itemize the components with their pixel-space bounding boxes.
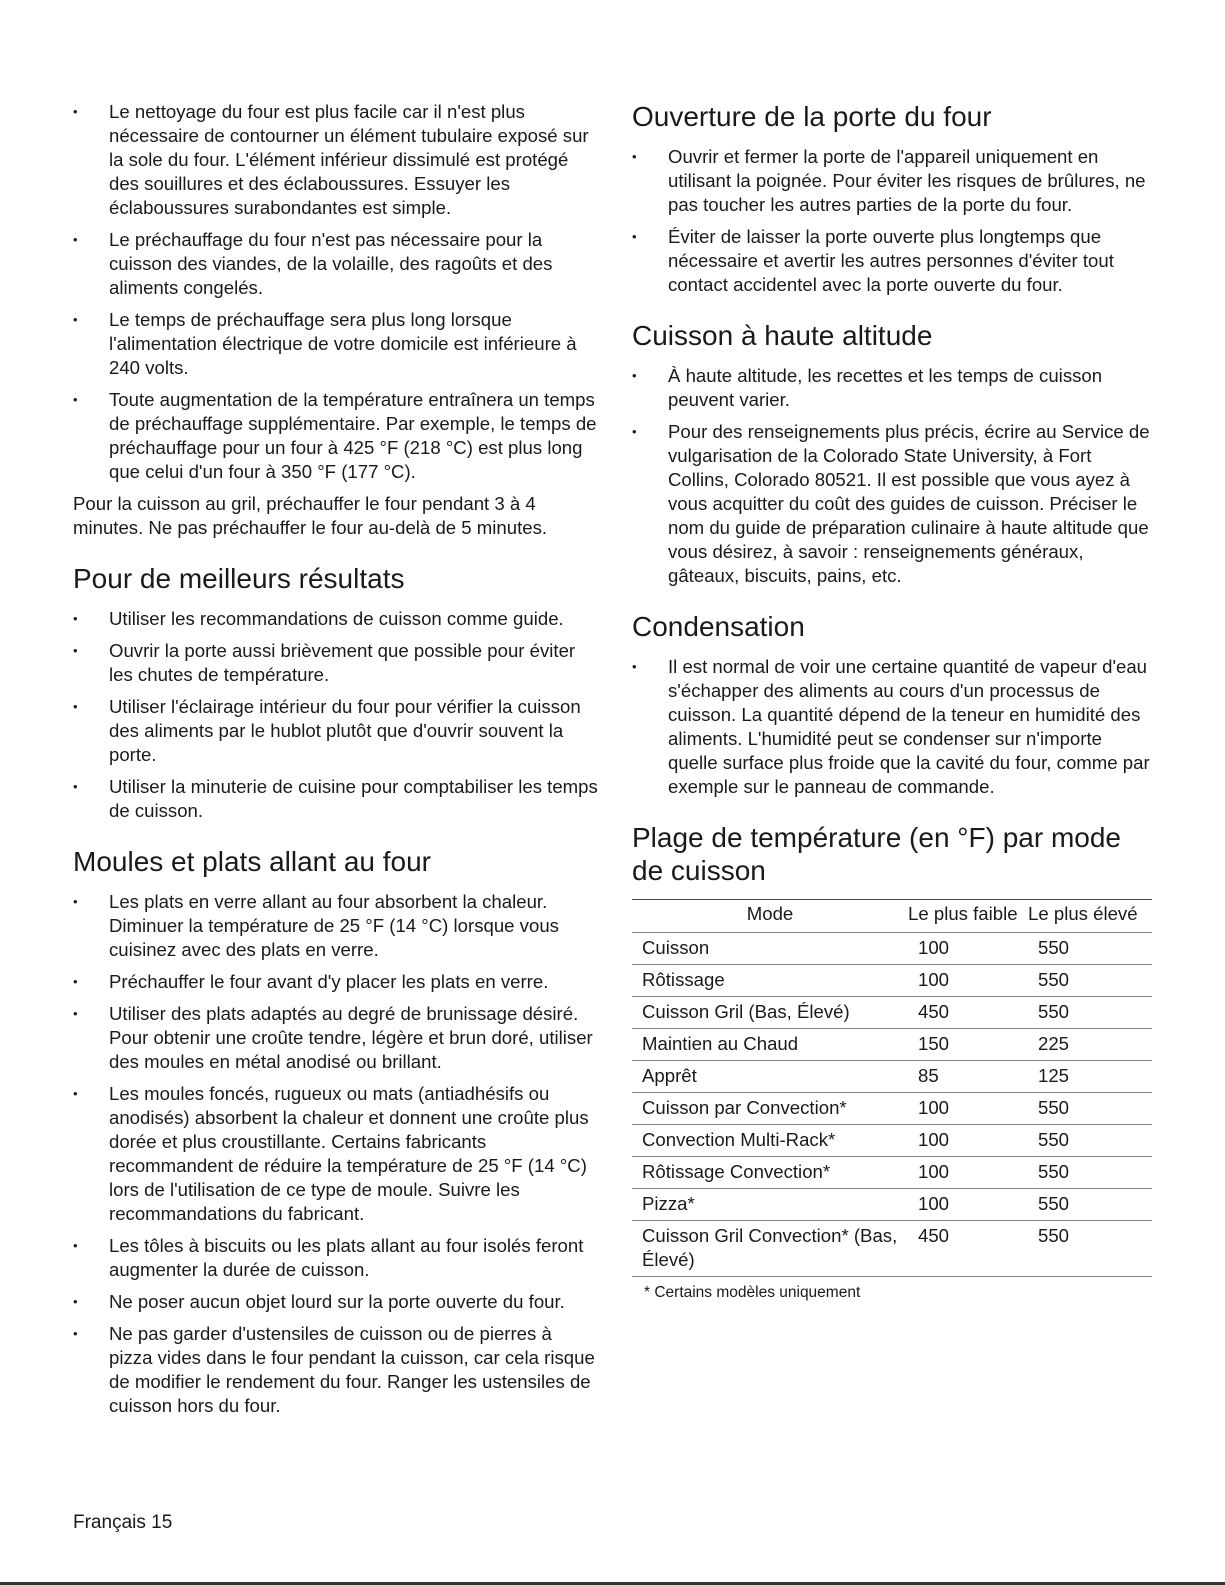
table-row: [632, 1093, 1152, 1125]
low-temp-cell: 100: [908, 965, 1028, 997]
low-temp-cell: 85: [908, 1061, 1028, 1093]
high-temp-cell: 125: [1028, 1061, 1152, 1093]
mode-cell: Maintien au Chaud: [632, 1029, 908, 1061]
high-temp-cell: 550: [1028, 1189, 1152, 1221]
table-row: [632, 1157, 1152, 1189]
table-footnote: * Certains modèles uniquement: [644, 1284, 861, 1301]
list-item: • Le préchauffage du four n'est pas nécessaire pour la cuisson des viandes, de la volaille, des ragoûts et des aliments congelés.: [73, 228, 598, 300]
section-title-condensation: Condensation: [632, 611, 805, 642]
list-item: • À haute altitude, les recettes et les temps de cuisson peuvent varier.: [632, 364, 1152, 412]
section-title-pans: Moules et plats allant au four: [73, 846, 431, 877]
header-highest: Le plus élevé: [1028, 900, 1152, 933]
table-row: [632, 1029, 1152, 1061]
list-item: • Toute augmentation de la température entraînera un temps de préchauffage supplémentaire. Par exemple, le temps de préchauffage pour un four à 425 °F (218 °C) est plus long que celui d'un four à 350 °F (177 °C).: [73, 388, 598, 484]
high-temp-cell: 550: [1028, 1221, 1152, 1277]
list-item: • Ouvrir et fermer la porte de l'appareil uniquement en utilisant la poignée. Pour éviter les risques de brûlures, ne pas toucher les autres parties de la porte du four.: [632, 145, 1152, 217]
section-title-door: Ouverture de la porte du four: [632, 101, 992, 132]
page-footer: Français 15: [73, 1512, 173, 1533]
high-temp-cell: 225: [1028, 1029, 1152, 1061]
list-item: • Le temps de préchauffage sera plus long lorsque l'alimentation électrique de votre domicile est inférieure à 240 volts.: [73, 308, 598, 380]
header-mode: Mode: [632, 900, 908, 933]
high-temp-cell: 550: [1028, 933, 1152, 965]
list-item: • Préchauffer le four avant d'y placer les plats en verre.: [73, 970, 598, 994]
mode-cell: Pizza*: [632, 1189, 908, 1221]
low-temp-cell: 450: [908, 1221, 1028, 1277]
list-item: • Ne pas garder d'ustensiles de cuisson ou de pierres à pizza vides dans le four pendant la cuisson, car cela risque de modifier le rendement du four. Ranger les ustensiles de cuisson hors du four.: [73, 1322, 598, 1418]
door-list: [632, 145, 1152, 297]
list-item: • Ne poser aucun objet lourd sur la porte ouverte du four.: [73, 1290, 598, 1314]
list-item: • Pour des renseignements plus précis, écrire au Service de vulgarisation de la Colorado State University, à Fort Collins, Colorado 80521. Il est possible que vous ayez à vous acquitter du coût des guides de cuisson. Préciser le nom du guide de préparation culinaire à haute altitude que vous désirez, à savoir : renseignements généraux, gâteaux, biscuits, pains, etc.: [632, 420, 1152, 588]
table-row: [632, 1125, 1152, 1157]
section-title-best-results: Pour de meilleurs résultats: [73, 563, 405, 594]
mode-cell: Rôtissage Convection*: [632, 1157, 908, 1189]
low-temp-cell: 100: [908, 1125, 1028, 1157]
list-item: • Éviter de laisser la porte ouverte plus longtemps que nécessaire et avertir les autres personnes d'éviter tout contact accidentel avec la porte ouverte du four.: [632, 225, 1152, 297]
mode-cell: Apprêt: [632, 1061, 908, 1093]
list-item: • Les plats en verre allant au four absorbent la chaleur. Diminuer la température de 25 °F (14 °C) lorsque vous cuisinez avec des plats en verre.: [73, 890, 598, 962]
temperature-table: [632, 899, 1152, 1277]
left-column: [73, 100, 598, 1426]
list-item: • Utiliser des plats adaptés au degré de brunissage désiré. Pour obtenir une croûte tendre, légère et brun doré, utiliser des moules en métal anodisé ou brillant.: [73, 1002, 598, 1074]
table-row: [632, 1189, 1152, 1221]
mode-cell: Convection Multi-Rack*: [632, 1125, 908, 1157]
table-row: [632, 1061, 1152, 1093]
section-title-temperature-table: Plage de température (en °F) par mode de cuisson: [632, 822, 1122, 886]
altitude-list: [632, 364, 1152, 588]
list-item: • Les moules foncés, rugueux ou mats (antiadhésifs ou anodisés) absorbent la chaleur et donnent une croûte plus dorée et plus croustillante. Certains fabricants recommandent de réduire la température de 25 °F (14 °C) lors de l'utilisation de ce type de moule. Suivre les recommandations du fabricant.: [73, 1082, 598, 1226]
table-row: [632, 997, 1152, 1029]
condensation-list: [632, 655, 1152, 799]
low-temp-cell: 450: [908, 997, 1028, 1029]
pans-list: [73, 890, 598, 1418]
right-column: [632, 100, 1152, 1303]
mode-cell: Cuisson par Convection*: [632, 1093, 908, 1125]
broil-preheat-note: Pour la cuisson au gril, préchauffer le four pendant 3 à 4 minutes. Ne pas préchauffer le four au-delà de 5 minutes.: [73, 493, 548, 538]
list-item: • Ouvrir la porte aussi brièvement que possible pour éviter les chutes de température.: [73, 639, 598, 687]
high-temp-cell: 550: [1028, 1093, 1152, 1125]
intro-bullet-list: [73, 100, 598, 484]
list-item: • Utiliser la minuterie de cuisine pour comptabiliser les temps de cuisson.: [73, 775, 598, 823]
section-title-altitude: Cuisson à haute altitude: [632, 320, 933, 351]
high-temp-cell: 550: [1028, 965, 1152, 997]
high-temp-cell: 550: [1028, 1157, 1152, 1189]
low-temp-cell: 100: [908, 933, 1028, 965]
table-row: [632, 965, 1152, 997]
list-item: • Les tôles à biscuits ou les plats allant au four isolés feront augmenter la durée de cuisson.: [73, 1234, 598, 1282]
mode-cell: Rôtissage: [632, 965, 908, 997]
table-header-row: [632, 900, 1152, 933]
high-temp-cell: 550: [1028, 997, 1152, 1029]
low-temp-cell: 100: [908, 1189, 1028, 1221]
low-temp-cell: 100: [908, 1157, 1028, 1189]
best-results-list: [73, 607, 598, 823]
low-temp-cell: 150: [908, 1029, 1028, 1061]
list-item: • Utiliser l'éclairage intérieur du four pour vérifier la cuisson des aliments par le hublot plutôt que d'ouvrir souvent la porte.: [73, 695, 598, 767]
mode-cell: Cuisson: [632, 933, 908, 965]
table-row: [632, 1221, 1152, 1277]
mode-cell: Cuisson Gril Convection* (Bas, Élevé): [632, 1221, 908, 1277]
mode-cell: Cuisson Gril (Bas, Élevé): [632, 997, 908, 1029]
list-item: • Le nettoyage du four est plus facile car il n'est plus nécessaire de contourner un élément tubulaire exposé sur la sole du four. L'élément inférieur dissimulé est protégé des souillures et des éclaboussures. Essuyer les éclaboussures surabondantes est simple.: [73, 100, 598, 220]
low-temp-cell: 100: [908, 1093, 1028, 1125]
table-row: [632, 933, 1152, 965]
header-lowest: Le plus faible: [908, 900, 1028, 933]
list-item: • Il est normal de voir une certaine quantité de vapeur d'eau s'échapper des aliments au cours d'un processus de cuisson. La quantité dépend de la teneur en humidité des aliments. L'humidité peut se condenser sur n'importe quelle surface plus froide que la cavité du four, comme par exemple sur le panneau de commande.: [632, 655, 1152, 799]
high-temp-cell: 550: [1028, 1125, 1152, 1157]
list-item: • Utiliser les recommandations de cuisson comme guide.: [73, 607, 598, 631]
